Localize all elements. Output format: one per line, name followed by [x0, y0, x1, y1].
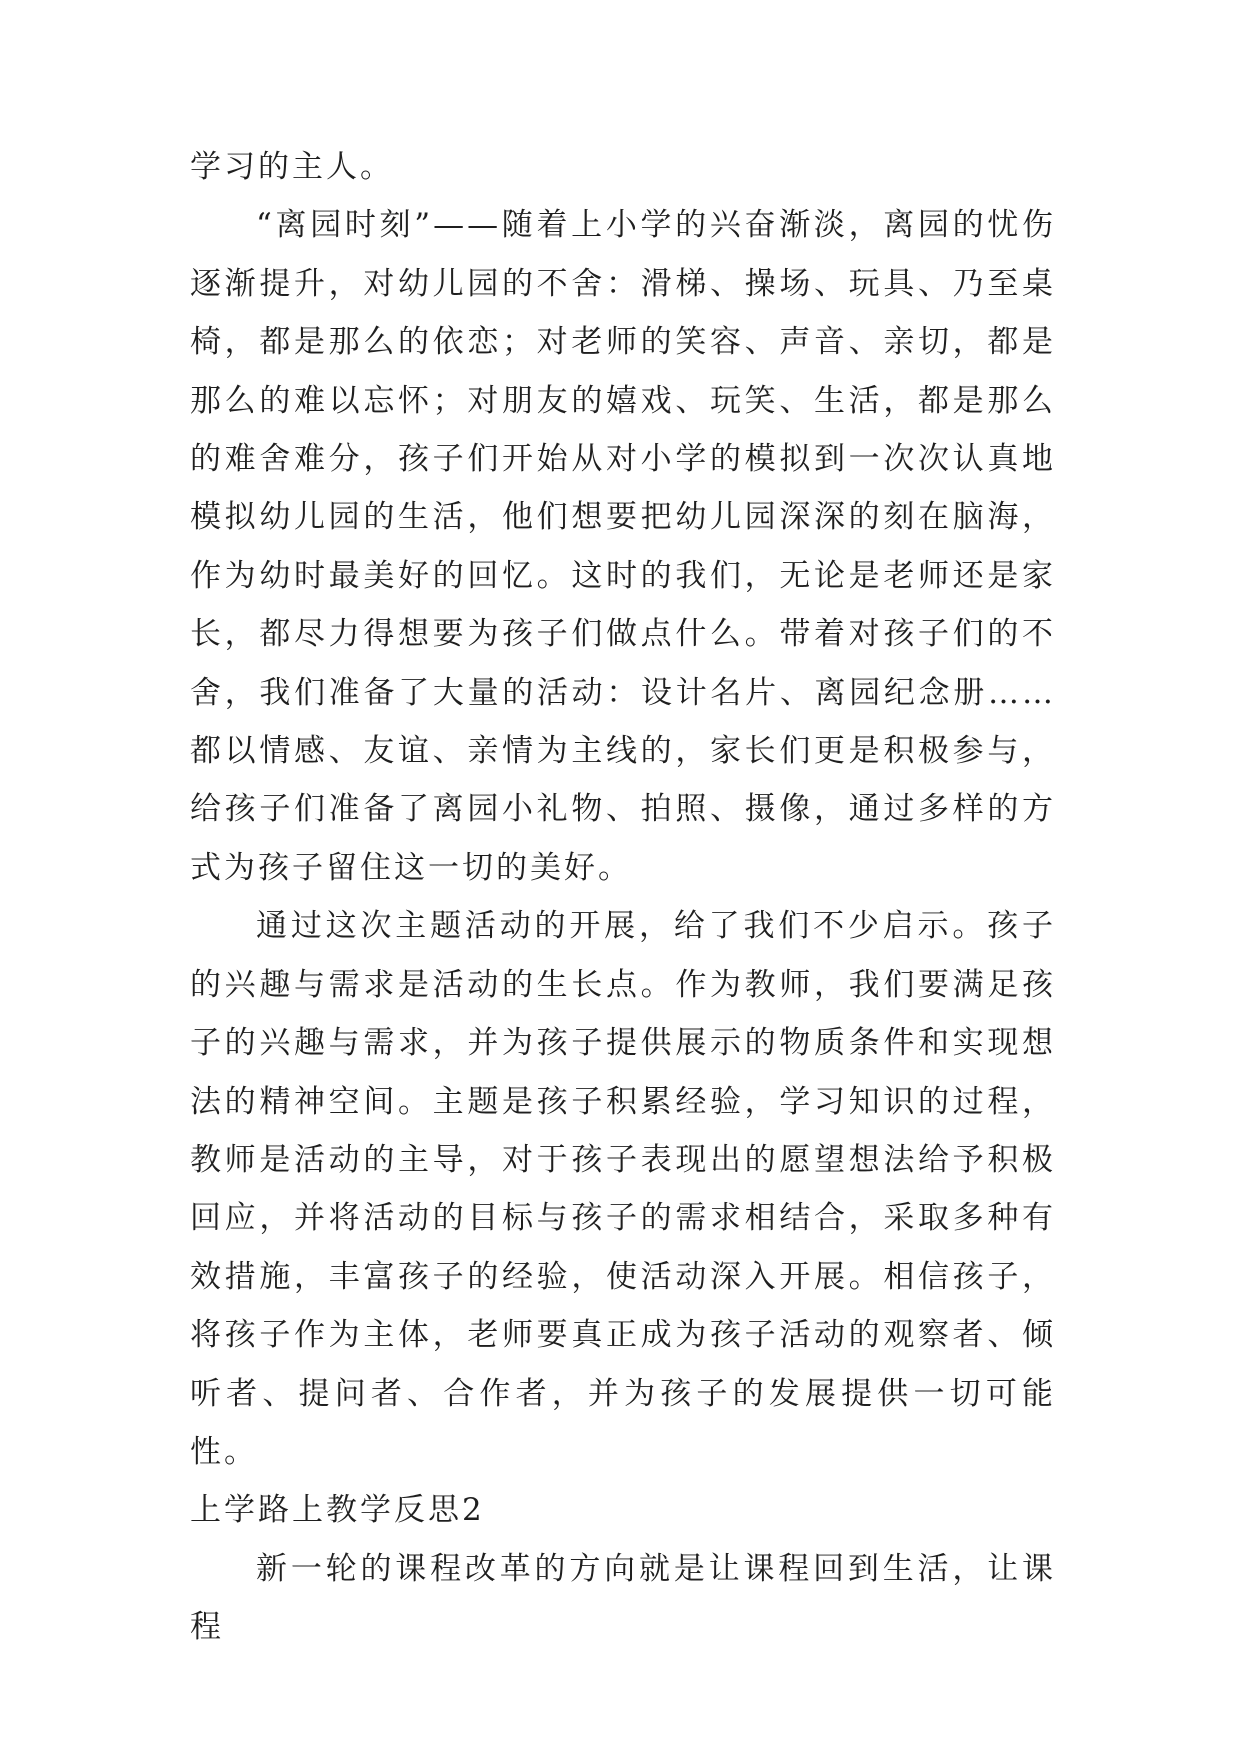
paragraph-new-section-start: 新一轮的课程改革的方向就是让课程回到生活，让课程: [190, 1550, 1056, 1646]
paragraph-leaving-moment: “离园时刻”——随着上小学的兴奋渐淡，离园的忧伤逐渐提升，对幼儿园的不舍：滑梯、操场、玩具、乃至桌椅，都是那么的依恋；对老师的笑容、声音、亲切，都是那么的难以忘怀；对朋友的嬉戏、玩笑、生活，都是那么的难舍难分，孩子们开始从对小学的模拟到一次次认真地模拟幼儿园的生活，他们想要把幼儿园深深的刻在脑海，作为幼时最美好的回忆。这时的我们，无论是老师还是家长，都尽力得想要为孩子们做点什么。带着对孩子们的不舍，我们准备了大量的活动：设计名片、离园纪念册……都以情感、友谊、亲情为主线的，家长们更是积极参与，给孩子们准备了离园小礼物、拍照、摄像，通过多样的方式为孩子留住这一切的美好。: [190, 207, 1056, 886]
section-heading: 上学路上教学反思2: [190, 1492, 485, 1529]
document-body: [190, 138, 1056, 1657]
paragraph-reflection: 通过这次主题活动的开展，给了我们不少启示。孩子的兴趣与需求是活动的生长点。作为教师，我们要满足孩子的兴趣与需求，并为孩子提供展示的物质条件和实现想法的精神空间。主题是孩子积累经验，学习知识的过程，教师是活动的主导，对于孩子表现出的愿望想法给予积极回应，并将活动的目标与孩子的需求相结合，采取多种有效措施，丰富孩子的经验，使活动深入开展。相信孩子，将孩子作为主体，老师要真正成为孩子活动的观察者、倾听者、提问者、合作者，并为孩子的发展提供一切可能性。: [190, 908, 1056, 1470]
paragraph-continuation: 学习的主人。: [190, 149, 394, 185]
